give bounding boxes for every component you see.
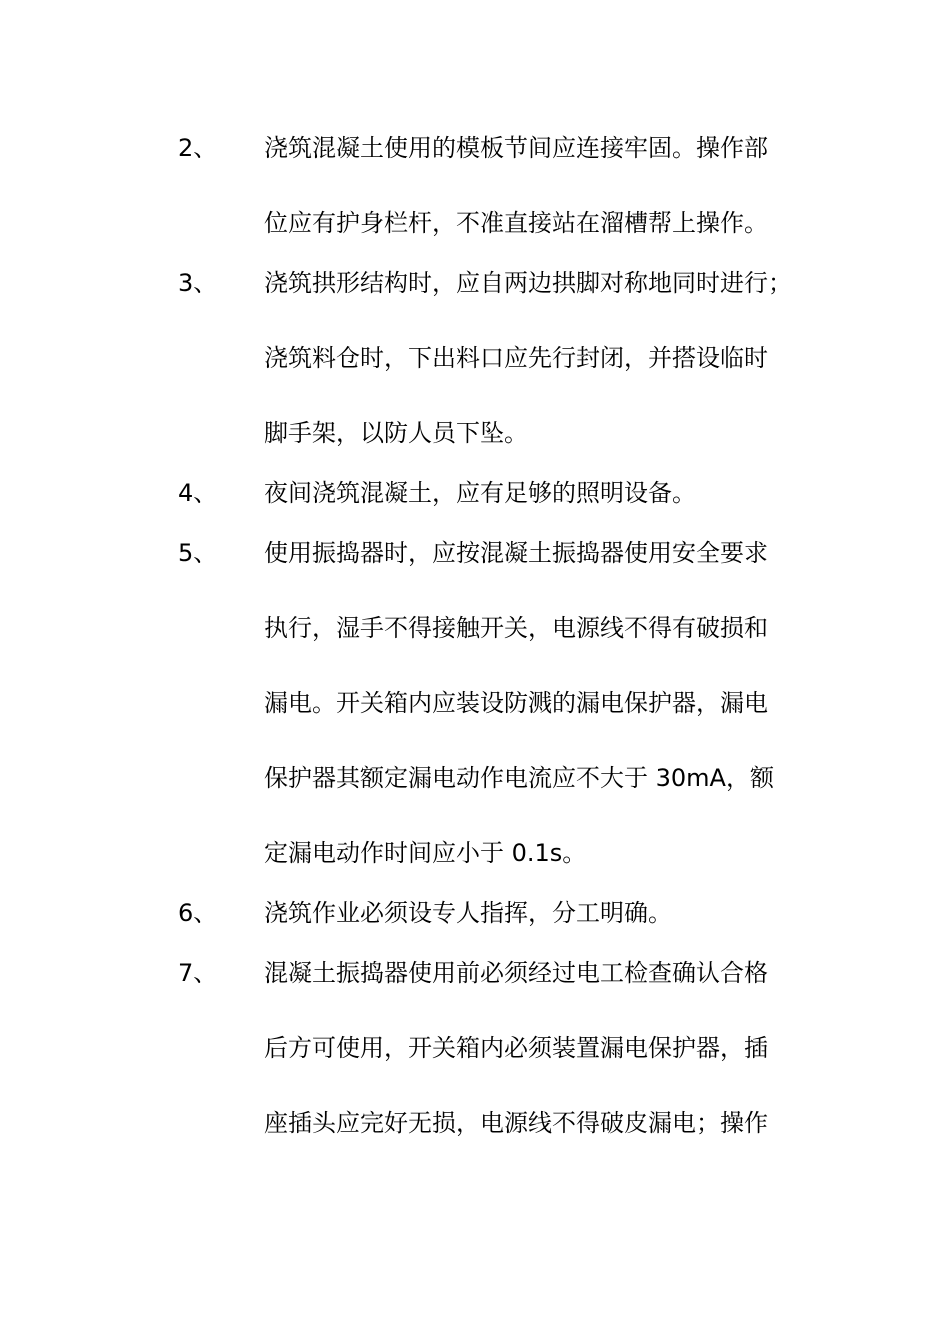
list-item (178, 891, 838, 936)
text-line: 座插头应完好无损，电源线不得破皮漏电；操作 (264, 1109, 768, 1137)
item-text (264, 531, 838, 876)
text-line: 混凝土振捣器使用前必须经过电工检查确认合格 (264, 959, 768, 987)
list-item (178, 261, 838, 456)
text-line: 浇筑料仓时，下出料口应先行封闭，并搭设临时 (264, 344, 768, 372)
text-line: 浇筑混凝土使用的模板节间应连接牢固。操作部 (264, 134, 768, 162)
item-number: 7、 (178, 959, 218, 987)
text-line: 保护器其额定漏电动作电流应不大于 30mA，额 (264, 764, 774, 792)
item-text (264, 471, 838, 516)
text-line: 后方可使用，开关箱内必须装置漏电保护器，插 (264, 1034, 768, 1062)
text-line: 浇筑拱形结构时，应自两边拱脚对称地同时进行； (264, 269, 792, 297)
safety-rules-list (178, 126, 838, 1161)
list-item (178, 531, 838, 876)
item-text (264, 891, 838, 936)
text-line: 执行，湿手不得接触开关，电源线不得有破损和 (264, 614, 768, 642)
item-text (264, 261, 838, 456)
item-number: 2、 (178, 134, 218, 162)
list-item (178, 471, 838, 516)
item-number: 6、 (178, 899, 218, 927)
text-line: 漏电。开关箱内应装设防溅的漏电保护器，漏电 (264, 689, 768, 717)
list-item (178, 126, 838, 246)
item-text (264, 951, 838, 1146)
list-item (178, 951, 838, 1146)
text-line: 浇筑作业必须设专人指挥，分工明确。 (264, 899, 672, 927)
text-line: 使用振捣器时，应按混凝土振捣器使用安全要求 (264, 539, 768, 567)
item-number: 5、 (178, 539, 218, 567)
text-line: 位应有护身栏杆，不准直接站在溜槽帮上操作。 (264, 209, 768, 237)
text-line: 定漏电动作时间应小于 0.1s。 (264, 839, 587, 867)
item-number: 4、 (178, 479, 218, 507)
text-line: 夜间浇筑混凝土，应有足够的照明设备。 (264, 479, 696, 507)
item-number: 3、 (178, 269, 218, 297)
item-text (264, 126, 838, 246)
text-line: 脚手架，以防人员下坠。 (264, 419, 528, 447)
